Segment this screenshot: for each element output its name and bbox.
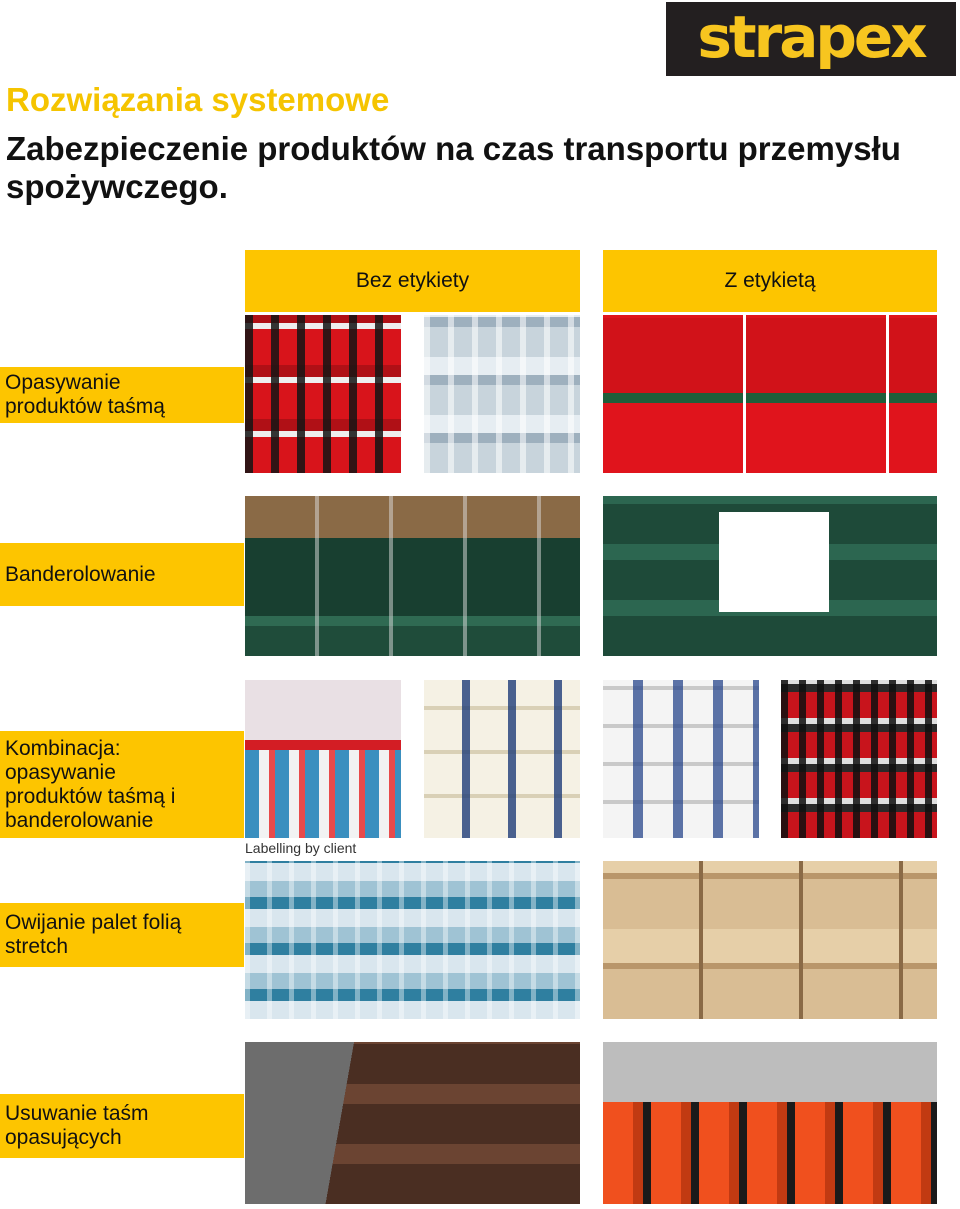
page-subtitle: Rozwiązania systemowe	[6, 81, 390, 118]
row-label-line: Owijanie palet folią	[5, 911, 182, 934]
row-label-combination	[0, 731, 244, 838]
photo-water-bottles-strapped	[424, 315, 580, 473]
row-label-strap-removal	[0, 1094, 244, 1158]
photo-caption: Labelling by client	[245, 840, 357, 856]
row-label-line: opasywanie	[5, 760, 116, 784]
strapex-logo	[666, 2, 956, 76]
row-label-line: stretch	[5, 935, 69, 958]
row-label-line: Kombinacja:	[5, 736, 121, 760]
logo-text: strapex	[697, 3, 925, 71]
column-header-without-label: Bez etykiety	[245, 250, 580, 312]
photo-stretch-wrapped-pallet	[245, 861, 580, 1019]
photo-green-crates-labelled	[603, 496, 937, 656]
photo-combination-1	[245, 680, 401, 838]
row-label-stretch-wrap	[0, 903, 244, 967]
page-title: Zabezpieczenie produktów na czas transportu przemysłu spożywczego.	[6, 130, 901, 205]
photo-green-crates-banded	[245, 496, 580, 656]
photo-wrapped-boxes	[603, 861, 937, 1019]
photo-strap-removal-machine-2	[603, 1042, 937, 1204]
photo-combination-4	[781, 680, 937, 838]
photo-red-crates-labelled	[603, 315, 937, 473]
row-label-line: Usuwanie taśm	[5, 1102, 149, 1125]
row-label-strapping	[0, 367, 244, 423]
photo-cola-bottles-strapped	[245, 315, 401, 473]
row-label-line: produktów taśmą	[5, 395, 165, 418]
row-label-line: banderolowanie	[5, 808, 154, 832]
photo-strap-removal-machine-1	[245, 1042, 580, 1204]
row-label-line: opasujących	[5, 1126, 122, 1149]
row-label-banding	[0, 543, 244, 606]
row-label-line: Banderolowanie	[5, 562, 156, 586]
row-label-line: produktów taśmą i	[5, 784, 176, 808]
photo-combination-3	[603, 680, 759, 838]
column-header-with-label: Z etykietą	[603, 250, 937, 312]
photo-combination-2	[424, 680, 580, 838]
row-label-line: Opasywanie	[5, 371, 121, 394]
